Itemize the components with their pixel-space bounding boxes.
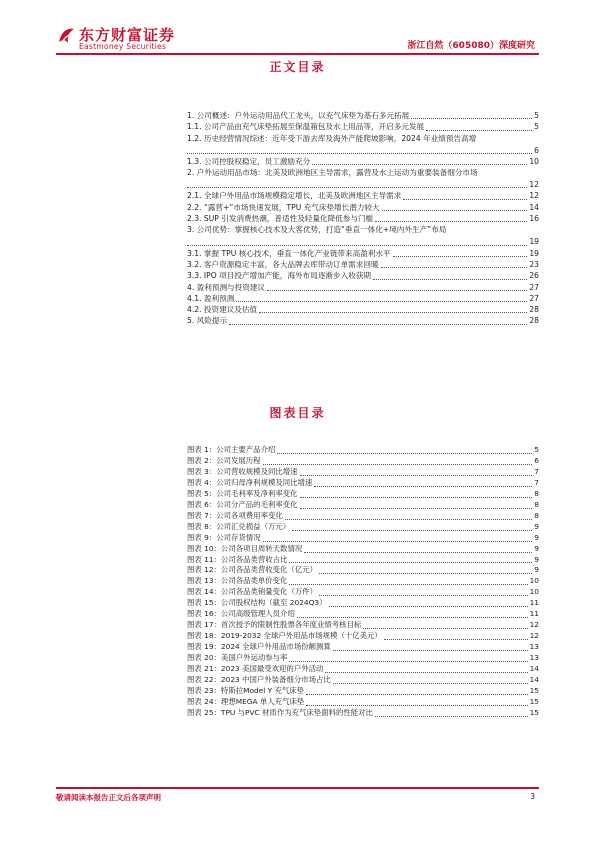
- figure-entry-page: 13: [529, 642, 539, 652]
- leader-dots: [300, 497, 533, 498]
- figure-entry[interactable]: [187, 500, 539, 511]
- toc-entry[interactable]: [187, 282, 539, 293]
- figure-entry-page: 9: [534, 532, 539, 542]
- toc-entry-text: 3.3. IPO 项目投产增加产能，海外布局逐渐步入收获期: [187, 271, 371, 281]
- figure-entry[interactable]: [187, 565, 539, 576]
- figure-entry[interactable]: [187, 664, 539, 675]
- toc-entry-text: 4. 盈利预测与投资建议: [187, 282, 266, 292]
- toc-entry-text: 4.2. 投资建议及估值: [187, 305, 258, 315]
- toc-entry-text: 2. 户外运动用品市场：北美及欧洲地区主导需求，露营及水上运动为重要装备细分市场: [187, 168, 478, 178]
- figure-entry[interactable]: [187, 522, 539, 533]
- figure-entry[interactable]: [187, 642, 539, 653]
- figure-entry[interactable]: [187, 456, 539, 467]
- figure-entry[interactable]: [187, 631, 539, 642]
- figure-entry[interactable]: [187, 708, 539, 719]
- toc-entry-text: 1.2. 历史经营情况综述：近年受下游去库及海外产能爬坡影响，2024 年业绩预告高增: [187, 133, 477, 143]
- figure-entry-page: 9: [534, 543, 539, 553]
- leader-dots: [187, 236, 527, 246]
- figure-entry-page: 9: [534, 554, 539, 564]
- figure-entry-page: 12: [529, 631, 539, 641]
- toc-entry-text: 3.1. 掌握 TPU 核心技术，垂直一体化产业链带来高盈利水平: [187, 248, 391, 258]
- leader-dots: [325, 672, 527, 673]
- leader-dots: [333, 650, 528, 651]
- leader-dots: [267, 290, 527, 291]
- figure-entry[interactable]: [187, 511, 539, 522]
- table-of-contents: [187, 110, 539, 327]
- toc-entry-page: 27: [529, 293, 539, 303]
- leader-dots: [393, 256, 528, 257]
- toc-entry[interactable]: [187, 213, 539, 224]
- leader-dots: [187, 144, 532, 154]
- leader-dots: [312, 164, 527, 165]
- leader-dots: [300, 475, 533, 476]
- figure-entry-text: 图表 16：公司高级管理人员介绍: [187, 609, 295, 619]
- leader-dots: [381, 267, 528, 268]
- header-divider: [56, 53, 539, 55]
- leader-dots: [306, 705, 527, 706]
- page-header: [0, 0, 595, 60]
- toc-entry-text: 4.1. 盈利预测: [187, 293, 235, 303]
- figure-entry-page: 5: [534, 445, 539, 454]
- leader-dots: [306, 694, 528, 695]
- figure-entry[interactable]: [187, 686, 539, 697]
- leader-dots: [263, 464, 533, 465]
- brand-name-cn: 东方财富证券: [79, 26, 176, 44]
- brand-name-en: Eastmoney Securities: [79, 42, 167, 51]
- toc-entry-page: 27: [529, 282, 539, 292]
- figure-entry-page: 10: [529, 576, 539, 586]
- leader-dots: [329, 606, 528, 607]
- figure-entry-page: 14: [529, 675, 539, 685]
- figure-entry[interactable]: [187, 555, 539, 566]
- figure-entry-page: 14: [529, 664, 539, 674]
- figure-entry-page: 6: [534, 455, 539, 465]
- toc-entry-text: 2.2. “露营+”市场快速发展，TPU 充气床垫增长潜力较大: [187, 202, 380, 212]
- toc-entry-text: 1. 公司概述：户外运动用品代工龙头，以充气床垫为基石多元拓展: [187, 111, 410, 120]
- figure-entry[interactable]: [187, 675, 539, 686]
- toc-entry-page: 16: [529, 214, 539, 224]
- figure-entry-page: 8: [534, 499, 539, 509]
- toc-entry-text: 3.2. 客户资源稳定丰富，各大品牌去库带动订单需求回暖: [187, 259, 379, 269]
- figure-entry-text: 图表 17：首次授予的限制性股票各年度业绩考核目标: [187, 620, 362, 630]
- toc-entry-text: 5. 风险提示: [187, 316, 228, 326]
- figure-entry-text: 图表 15：公司股权结构（截至 2024Q3）: [187, 598, 327, 608]
- toc-entry-page: 5: [534, 111, 539, 120]
- leader-dots: [263, 541, 533, 542]
- figure-entry[interactable]: [187, 533, 539, 544]
- leader-dots: [403, 199, 527, 200]
- figure-entry-page: 11: [529, 598, 539, 608]
- toc-entry-text: 3. 公司优势：掌握核心技术及大客优势，打造“垂直一体化+境内外生产”布局: [187, 225, 447, 235]
- leader-dots: [297, 617, 528, 618]
- figure-entry-text: 图表 14：公司各品类销量变化（万件）: [187, 587, 318, 597]
- figures-title: 图表目录: [269, 406, 326, 420]
- figure-entry-page: 15: [529, 707, 539, 717]
- toc-entry[interactable]: [187, 156, 539, 167]
- toc-title: 正文目录: [269, 60, 326, 74]
- leader-dots: [384, 639, 528, 640]
- eastmoney-logo-icon: [56, 26, 76, 46]
- toc-entry-page: 14: [529, 202, 539, 212]
- figure-entry[interactable]: [187, 697, 539, 708]
- figure-entry-text: 图表 21：2023 美国最受欢迎的户外活动: [187, 664, 324, 674]
- leader-dots: [304, 552, 532, 553]
- toc-entry[interactable]: [187, 315, 539, 326]
- toc-entry[interactable]: [187, 270, 539, 281]
- figure-entry-text: 图表 13：公司各品类单价变化: [187, 576, 288, 586]
- toc-entry-page: 19: [529, 237, 539, 247]
- figure-entry-text: 图表 25：TPU 与PVC 材质作为充气床垫面料的性能对比: [187, 707, 373, 717]
- leader-dots: [373, 279, 527, 280]
- figure-entry-text: 图表 8：公司汇兑损益（万元）: [187, 521, 291, 531]
- toc-entry[interactable]: [187, 121, 539, 132]
- figure-entry[interactable]: [187, 544, 539, 555]
- toc-entry[interactable]: [187, 190, 539, 201]
- toc-entry-page: 12: [529, 180, 539, 190]
- figure-entry-text: 图表 3：公司营收规模及同比增速: [187, 466, 298, 476]
- figure-entry-text: 图表 19：2024 全球户外用品市场份额测算: [187, 642, 331, 652]
- footer-disclaimer: 敬请阅读本报告正文后各项声明: [56, 793, 161, 802]
- leader-dots: [314, 486, 532, 487]
- leader-dots: [300, 508, 533, 509]
- leader-dots: [411, 118, 532, 119]
- figure-entry-text: 图表 24：理想MEGA 单人充气床垫: [187, 696, 305, 706]
- toc-entry-text: 1.1. 公司产品由充气床垫拓展至保温箱包及水上用品等，开启多元发展: [187, 122, 425, 132]
- figure-entry-text: 图表 5：公司毛利率及净利率变化: [187, 488, 298, 498]
- figure-entry-page: 9: [534, 565, 539, 575]
- leader-dots: [319, 595, 528, 596]
- report-tag: 浙江自然（605080）深度研究: [407, 41, 535, 51]
- figure-entry-text: 图表 23：特斯拉Model Y 充气床垫: [187, 685, 305, 695]
- figure-entry-text: 图表 12：公司各品类营收变化（亿元）: [187, 565, 318, 575]
- leader-dots: [285, 519, 533, 520]
- toc-entry-page: 5: [534, 122, 539, 132]
- figure-entry-page: 7: [534, 466, 539, 476]
- leader-dots: [382, 210, 528, 211]
- toc-entry[interactable]: [187, 202, 539, 213]
- figure-entry[interactable]: [187, 598, 539, 609]
- footer-divider: [56, 787, 539, 789]
- toc-entry[interactable]: [187, 248, 539, 259]
- figure-entry-text: 图表 1：公司主要产品介绍: [187, 445, 276, 454]
- figure-entry-text: 图表 2：公司发展历程: [187, 455, 261, 465]
- figure-entry-text: 图表 20：美国户外运动参与率: [187, 653, 288, 663]
- leader-dots: [292, 530, 532, 531]
- toc-entry-page: 12: [529, 191, 539, 201]
- leader-dots: [277, 453, 532, 454]
- figure-entry-page: 11: [529, 609, 539, 619]
- toc-entry[interactable]: [187, 167, 539, 190]
- leader-dots: [289, 661, 527, 662]
- figure-entry[interactable]: [187, 489, 539, 500]
- figure-entry-page: 13: [529, 653, 539, 663]
- toc-entry[interactable]: [187, 224, 539, 247]
- figure-entry[interactable]: [187, 609, 539, 620]
- leader-dots: [375, 221, 527, 222]
- toc-entry[interactable]: [187, 304, 539, 315]
- leader-dots: [289, 584, 527, 585]
- leader-dots: [289, 562, 532, 563]
- leader-dots: [187, 178, 527, 188]
- figure-entry[interactable]: [187, 576, 539, 587]
- figure-entry-page: 10: [529, 587, 539, 597]
- toc-entry-text: 1.3. 公司控股权稳定，员工激励充分: [187, 156, 311, 166]
- figure-entry[interactable]: [187, 587, 539, 598]
- toc-entry-page: 28: [529, 305, 539, 315]
- figure-entry-text: 图表 4：公司归母净利规模及同比增速: [187, 477, 313, 487]
- toc-entry-page: 19: [529, 248, 539, 258]
- figure-entry-page: 8: [534, 488, 539, 498]
- figure-entry-page: 15: [529, 685, 539, 695]
- leader-dots: [375, 716, 528, 717]
- figure-entry-text: 图表 7：公司各项费用率变化: [187, 510, 283, 520]
- leader-dots: [333, 683, 528, 684]
- toc-entry-page: 23: [529, 259, 539, 269]
- leader-dots: [426, 130, 532, 131]
- list-of-figures: [187, 445, 539, 719]
- figure-entry[interactable]: [187, 445, 539, 456]
- figure-entry-text: 图表 18：2019-2032 全球户外用品市场规模（十亿美元）: [187, 631, 382, 641]
- leader-dots: [363, 628, 527, 629]
- page-number: 3: [530, 792, 535, 801]
- toc-entry[interactable]: [187, 110, 539, 121]
- figure-entry-page: 12: [529, 620, 539, 630]
- figure-entry[interactable]: [187, 478, 539, 489]
- figure-entry[interactable]: [187, 653, 539, 664]
- figure-entry-text: 图表 11：公司各品类营收占比: [187, 554, 288, 564]
- toc-entry-page: 10: [529, 156, 539, 166]
- toc-entry[interactable]: [187, 133, 539, 156]
- toc-entry-text: 2.3. SUP 引发消费热潮，普适性及轻量化降低参与门槛: [187, 214, 374, 224]
- toc-entry-page: 6: [534, 145, 539, 155]
- leader-dots: [236, 301, 527, 302]
- figure-entry[interactable]: [187, 467, 539, 478]
- figure-entry[interactable]: [187, 620, 539, 631]
- leader-dots: [259, 312, 527, 313]
- figure-entry-text: 图表 10：公司各项目周转天数情况: [187, 543, 303, 553]
- figure-entry-page: 8: [534, 510, 539, 520]
- figure-entry-text: 图表 6：公司分产品的毛利率变化: [187, 499, 298, 509]
- figure-entry-text: 图表 9：公司存货情况: [187, 532, 261, 542]
- toc-entry-text: 2.1. 全球户外用品市场规模稳定增长，北美及欧洲地区主导需求: [187, 191, 402, 201]
- leader-dots: [319, 573, 532, 574]
- figure-entry-page: 15: [529, 696, 539, 706]
- figure-entry-page: 9: [534, 521, 539, 531]
- toc-entry-page: 28: [529, 316, 539, 326]
- leader-dots: [229, 324, 527, 325]
- toc-entry[interactable]: [187, 293, 539, 304]
- toc-entry[interactable]: [187, 259, 539, 270]
- figure-entry-page: 7: [534, 477, 539, 487]
- figure-entry-text: 图表 22：2023 中国户外装备细分市场占比: [187, 675, 331, 685]
- toc-entry-page: 26: [529, 271, 539, 281]
